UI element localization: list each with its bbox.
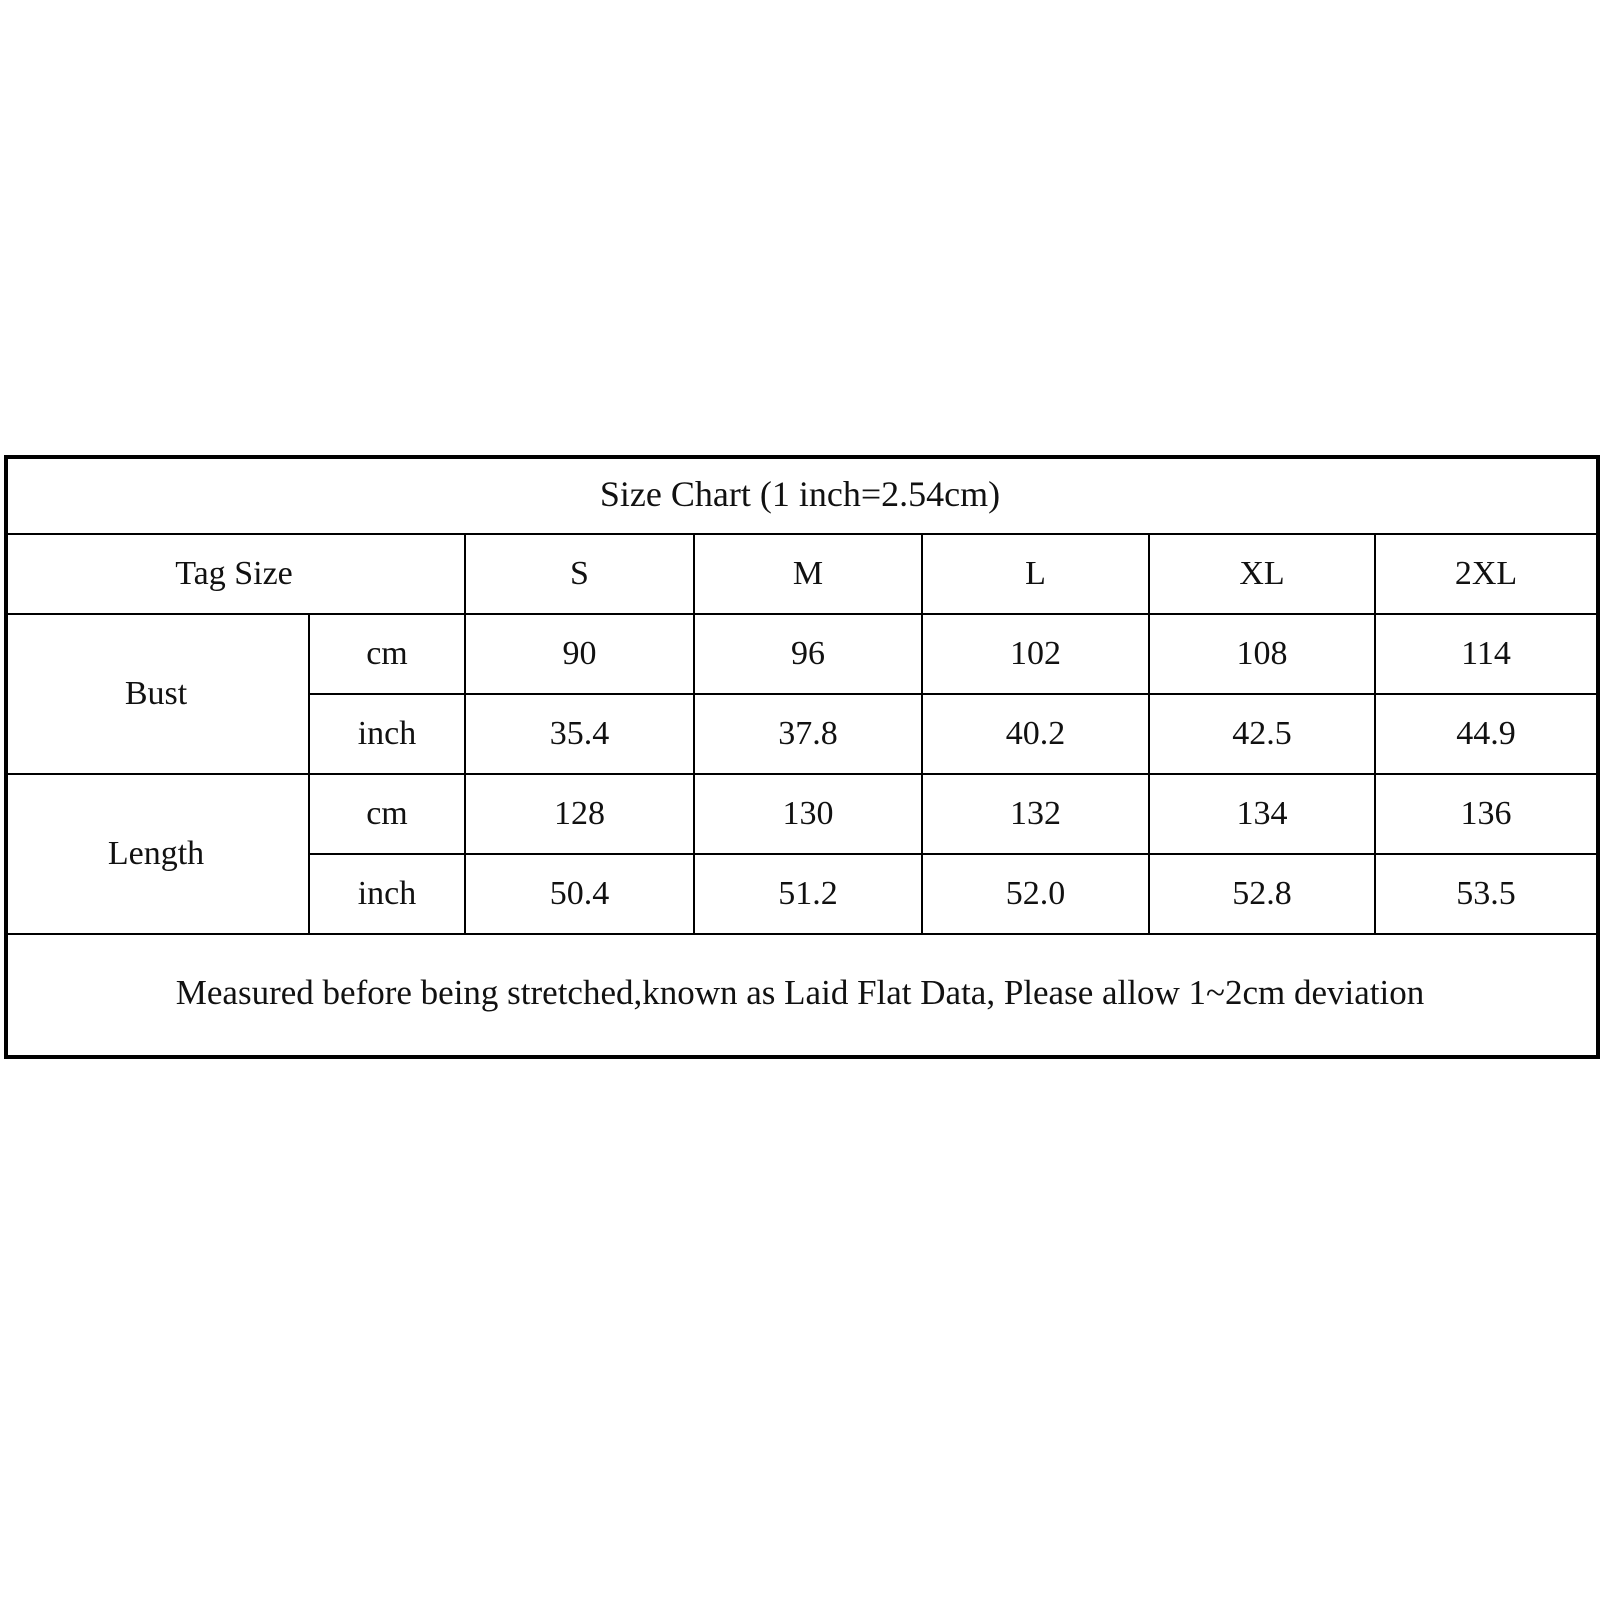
size-header-xl: XL	[1150, 535, 1376, 615]
size-header-l: L	[923, 535, 1150, 615]
size-header-s: S	[466, 535, 695, 615]
unit-label: inch	[310, 855, 466, 935]
table-cell: 44.9	[1376, 695, 1596, 775]
measurement-note: Measured before being stretched,known as Laid Flat Data, Please allow 1~2cm deviation	[175, 973, 1425, 1012]
measure-label-bust: Bust	[4, 615, 310, 775]
table-cell: 52.0	[923, 855, 1150, 935]
table-cell: 90	[466, 615, 695, 695]
table-cell: 96	[695, 615, 923, 695]
measure-label-length: Length	[4, 775, 310, 935]
size-header-2xl: 2XL	[1376, 535, 1596, 615]
unit-label: inch	[310, 695, 466, 775]
table-cell: 40.2	[923, 695, 1150, 775]
tag-size-header: Tag Size	[4, 535, 466, 615]
table-cell: 53.5	[1376, 855, 1596, 935]
table-cell: 52.8	[1150, 855, 1376, 935]
table-cell: 128	[466, 775, 695, 855]
table-cell: 35.4	[466, 695, 695, 775]
unit-label: cm	[310, 615, 466, 695]
table-cell: 50.4	[466, 855, 695, 935]
unit-label: cm	[310, 775, 466, 855]
size-chart-table	[4, 455, 1596, 1055]
table-cell: 134	[1150, 775, 1376, 855]
table-cell: 130	[695, 775, 923, 855]
table-cell: 102	[923, 615, 1150, 695]
table-cell: 42.5	[1150, 695, 1376, 775]
size-chart-title: Size Chart (1 inch=2.54cm)	[4, 455, 1596, 535]
size-header-m: M	[695, 535, 923, 615]
table-cell: 108	[1150, 615, 1376, 695]
table-cell: 114	[1376, 615, 1596, 695]
table-cell: 132	[923, 775, 1150, 855]
table-cell: 51.2	[695, 855, 923, 935]
table-cell: 136	[1376, 775, 1596, 855]
table-cell: 37.8	[695, 695, 923, 775]
